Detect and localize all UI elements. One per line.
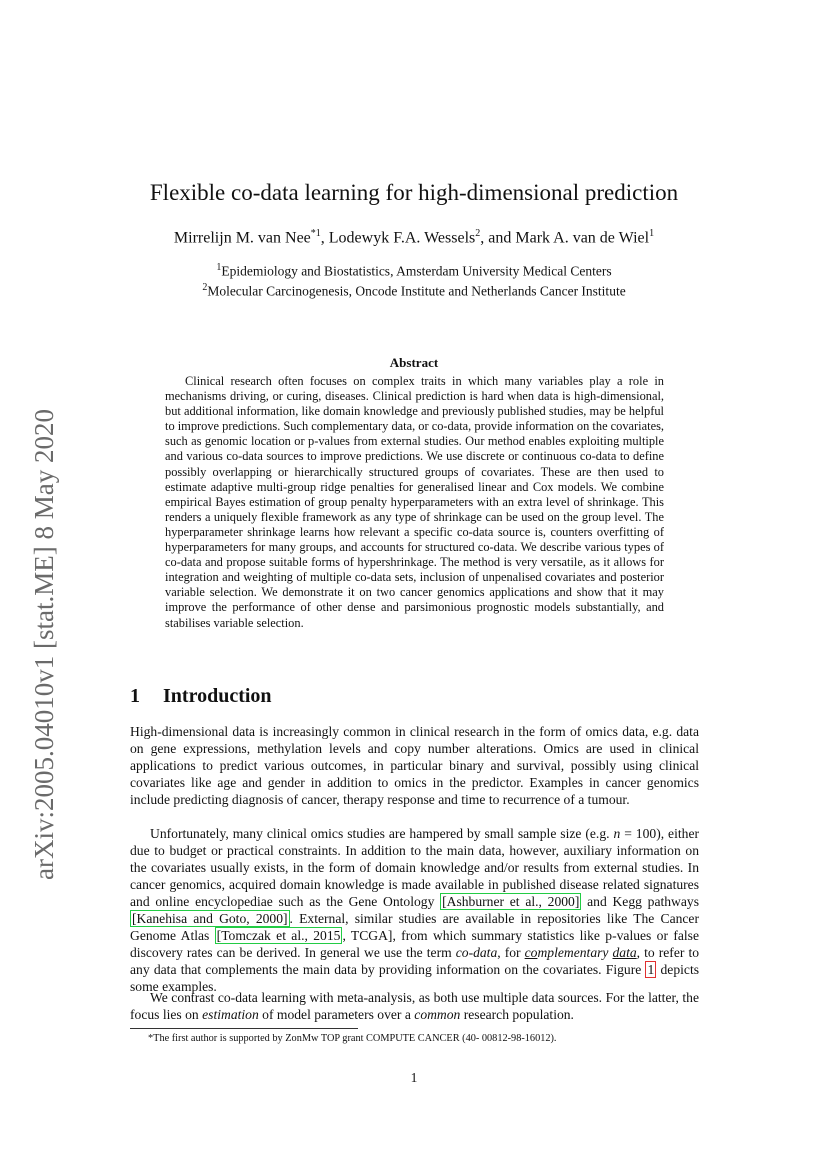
abstract-text: Clinical research often focuses on complex traits in which many variables play a role in mechanisms driving, or curing, diseases. Clinical prediction is hard when data is high-dimensional, but additional information, like domain knowledge and previously published studies, may be helpful to improve predictions. Such complementary data, or co-data, provide information on the covariates, such as genomic location or p-values from external studies. Our method enables exploiting multiple and various co-data sources to improve predictions. We use discrete or continuous co-data to define possibly overlapping or hierarchically structured groups of covariates. These are then used to estimate adaptive multi-group ridge penalties for generalised linear and Cox models. We combine empirical Bayes estimation of group penalty hyperparameters with an extra level of shrinkage. This renders a uniquely flexible framework as any type of shrinkage can be used on the group level. The hyperparameter shrinkage learns how relevant a specific co-data source is, counters overfitting of hyperparameters for many groups, and accounts for structured co-data. We describe various types of co-data and propose suitable forms of hypershrinkage. The method is very versatile, as it allows for integration and weighting of multiple co-data sets, inclusion of unpenalised covariates and posterior variable selection. We demonstrate it on two cancer genomics applications and show that it may improve the performance of other dense and parsimonious prognostic models substantially, and stabilises variable selection.	[165, 374, 664, 630]
footnote-rule	[130, 1028, 358, 1029]
section-title: Introduction	[163, 685, 272, 707]
section-number: 1	[130, 685, 140, 707]
author-name: Lodewyk F.A. Wessels	[328, 229, 476, 247]
author-name: Mark A. van de Wiel	[515, 229, 650, 247]
paper-title: Flexible co-data learning for high-dimensional prediction	[149, 180, 679, 205]
intro-paragraph: Unfortunately, many clinical omics studies are hampered by small sample size (e.g. n = 100), either due to budget or practical constraints. In addition to the main data, however, auxiliary information on the covariates usually exists, in the form of domain knowledge and/or results from external studies. In cancer genomics, acquired domain knowledge is made available in published disease related signatures and online encyclopediae such as the Gene Ontology [Ashburner et al., 2000] and Kegg pathways [Kanehisa and Goto, 2000] . External, similar studies are available in repositories like The Cancer Genome Atlas [Tomczak et al., 2015 , TCGA], from which summary statistics like p-values or false discovery rates can be derived. In general we use the term co-data, for complementary data, to refer to any data that complements the main data by providing information on the covariates. Figure 1 depicts some examples.	[130, 826, 700, 994]
author-mark: *1	[310, 228, 321, 239]
author-mark: 1	[649, 228, 655, 239]
section-heading	[130, 685, 272, 708]
intro-paragraph: High-dimensional data is increasingly common in clinical research in the form of omics data, e.g. data on gene expressions, methylation levels and copy number alterations. Omics are used in clinical applications to predict various outcomes, in particular binary and survival, possibly using clinical covariates like age and gender in addition to omics in the predictor. Examples in cancer genomics include predicting diagnosis of cancer, therapy response and time to recurrence of a tumour.	[130, 724, 699, 807]
citation-link[interactable]: [Kanehisa and Goto, 2000]	[132, 911, 288, 926]
figure-link[interactable]: 1	[647, 962, 655, 977]
affiliation: $^1$Epidemiology and Biostatistics, Amsterdam University Medical Centers	[216, 262, 612, 279]
affiliation: $^2$Molecular Carcinogenesis, Oncode Institute and Netherlands Cancer Institute	[202, 282, 626, 299]
author-name: Mirrelijn M. van Nee	[173, 229, 311, 247]
footnote: *The first author is supported by ZonMw TOP grant COMPUTE CANCER (40- 00812-98-16012).	[148, 1033, 557, 1044]
author-list: Mirrelijn M. van Nee$^{*1}$, Lodewyk F.A. Wessels$^2$, and Mark A. van de Wiel$^1$	[173, 228, 655, 247]
citation-link[interactable]: [Tomczak et al., 2015	[216, 928, 341, 943]
citation-link[interactable]: [Ashburner et al., 2000]	[442, 894, 580, 909]
intro-paragraph: We contrast co-data learning with meta-analysis, as both use multiple data sources. For the latter, the focus lies on estimation of model parameters over a common research population.	[130, 990, 699, 1022]
page-number: 1	[410, 1070, 418, 1085]
abstract-heading: Abstract	[389, 355, 439, 370]
author-mark: 2	[475, 228, 481, 239]
arxiv-stamp: arXiv:2005.04010v1 [stat.ME] 8 May 2020	[29, 409, 59, 880]
